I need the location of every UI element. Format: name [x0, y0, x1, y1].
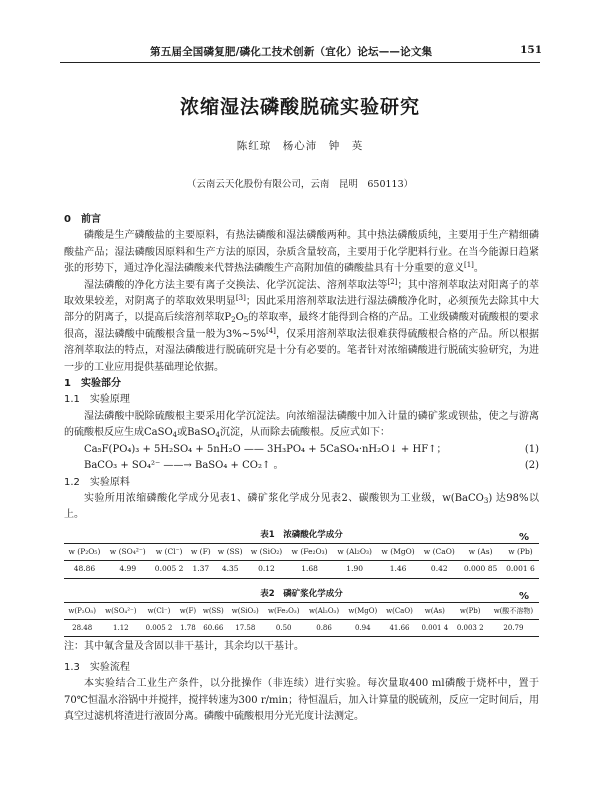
equation-number-1: (1): [524, 443, 539, 455]
table-cell: 1.46: [389, 564, 407, 574]
citation-3: [3]: [235, 294, 246, 303]
table1-col-header: w (As): [468, 546, 493, 556]
subsection-heading-1-3: 1.3 实验流程: [64, 661, 130, 673]
table-cell: 1.90: [346, 564, 363, 574]
table-cell: 17.58: [235, 623, 256, 632]
table-cell: 28.48: [72, 623, 93, 632]
table2-col-header: w(Fe₂O₃): [268, 606, 300, 615]
equation-2: BaCO₃ + SO₄²⁻ ——→ BaSO₄ + CO₂↑ 。 (2): [64, 458, 539, 474]
table1-col-header: w (SS): [217, 546, 243, 556]
table1-unit: %: [518, 531, 529, 543]
running-title: 第五届全国磷复肥/磷化工技术创新（宜化）论坛——论文集: [150, 46, 433, 58]
section-heading-0: 0 前言: [64, 214, 101, 225]
equation-number-2: (2): [524, 460, 539, 472]
table-cell: 0.005 2: [154, 564, 184, 574]
paper-affiliation: （云南云天化股份有限公司，云南 昆明 650113）: [186, 179, 414, 190]
paper-authors: 陈红琼 杨心沛 钟 英: [236, 140, 364, 152]
table1-col-header: w (SiO₂): [250, 546, 283, 556]
table1-col-header: w (Al₂O₃): [337, 546, 372, 556]
table-cell: 0.94: [355, 623, 371, 632]
table2-col-header: w(MgO): [348, 606, 378, 615]
table-cell: 0.000 85: [463, 564, 498, 574]
table2-caption: 表2 磷矿浆化学成分 %: [260, 588, 529, 602]
section-heading-1: 1 实验部分: [64, 378, 121, 390]
paper-title: 浓缩湿法磷酸脱硫实验研究: [179, 96, 420, 118]
table-row: [64, 619, 539, 636]
table2-note: 注：其中氟含量及含固以非干基计，其余均以干基计。: [64, 641, 304, 653]
table-cell: 41.66: [389, 623, 410, 632]
table2-col-header: w(Cl⁻): [147, 606, 171, 615]
table2-col-header: w(As): [424, 606, 445, 615]
table2-col-header: w(CaO): [386, 606, 413, 615]
table-cell: 0.001 6: [506, 564, 535, 574]
paragraph-principle: 湿法磷酸中脱除硫酸根主要采用化学沉淀法。向浓缩湿法磷酸中加入计量的磷矿浆或钡盐，使之与游离的硫酸根反应生成CaSO$_4$或BaSO$_4$沉淀，从而除去硫酸根。反应式如下：: [64, 410, 539, 440]
paragraph-intro-1: 磷酸是生产磷酸盐的主要原料，有热法磷酸和湿法磷酸两种。其中热法磷酸质纯，主要用于生产精细磷酸盐产品；湿法磷酸因原料和生产方法的原因，杂质含量较高，主要用于化学肥料行业。在当今能源日趋紧张的形势下，通过净化湿法磷酸来代替热法磷酸生产高附加值的磷酸盐具有十分重要的意义[1]。: [64, 230, 539, 275]
table2-col-header: w(Pb): [459, 606, 481, 615]
table-cell: 60.66: [203, 623, 224, 632]
table1: [64, 543, 539, 579]
table-cell: 20.79: [503, 623, 524, 632]
table2-col-header: w(酸不溶物): [493, 606, 534, 615]
citation-2: [2]: [387, 277, 398, 286]
table-cell: 0.12: [258, 564, 275, 574]
table2-col-header: w(SiO₂): [231, 606, 259, 615]
equation-1: Ca₅F(PO₄)₃ + 5H₂SO₄ + 5nH₂O —— 3H₃PO₄ + 5CaSO₄·nH₂O↓ + HF↑； (1): [64, 442, 539, 458]
table-cell: 0.86: [316, 623, 332, 632]
table-cell: 1.12: [113, 623, 129, 632]
table2-col-header: w(P₂O₅): [68, 606, 96, 615]
table1-col-header: w (Pb): [508, 546, 533, 556]
table-cell: 4.35: [221, 564, 239, 574]
table1-col-header: w (F): [190, 546, 211, 556]
table2-col-header: w(SS): [202, 606, 224, 615]
table-cell: 1.37: [192, 564, 210, 574]
table-cell: 0.005 2: [145, 623, 173, 632]
page-number: 151: [520, 44, 542, 56]
table-cell: 0.50: [275, 623, 292, 632]
table1-col-header: w (SO₄²⁻): [109, 546, 146, 556]
table-cell: 0.003 2: [456, 623, 484, 632]
paragraph-materials: 实验所用浓缩磷酸化学成分见表1、磷矿浆化学成分见表2、碳酸钡为工业级，w(BaCO$_3$) 达98%以上。: [64, 492, 539, 521]
citation-1: [1]: [464, 261, 474, 270]
table1-col-header: w (MgO): [381, 546, 415, 556]
table-cell: 0.42: [430, 564, 448, 574]
table-cell: 48.86: [73, 564, 96, 574]
table2-unit: %: [518, 590, 529, 602]
table-cell: 0.001 4: [421, 623, 449, 632]
table-row: [64, 561, 539, 578]
table1-header-row: [64, 543, 539, 560]
table2-col-header: w(F): [179, 606, 197, 615]
table1-caption: 表1 浓磷酸化学成分 %: [260, 529, 529, 543]
table-cell: 1.78: [180, 623, 196, 632]
table-cell: 4.99: [119, 564, 137, 574]
table1-col-header: w (Fe₂O₃): [291, 546, 328, 556]
citation-4: [4]: [266, 326, 276, 335]
table2: [64, 602, 539, 638]
table1-col-header: w (Cl⁻): [155, 546, 183, 556]
table2-col-header: w(Al₂O₃): [309, 606, 340, 615]
table1-col-header: w (CaO): [423, 546, 455, 556]
subsection-heading-1-1: 1.1 实验原理: [64, 394, 130, 406]
table2-col-header: w(SO₄²⁻): [105, 606, 137, 615]
header-rule: [60, 62, 540, 63]
table1-col-header: w (P₂O₅): [68, 546, 101, 556]
running-header: [60, 44, 540, 60]
paragraph-procedure: 本实验结合工业生产条件，以分批操作（非连续）进行实验。每次量取400 ml磷酸于烧杯中，置于70℃恒温水浴锅中并搅拌，搅拌转速为300 r/min；待恒温后，加入计算量的脱硫剂，反应一定时间后，用真空过滤机将渣进行液固分离。磷酸中硫酸根用分光光度计法测定。: [64, 678, 539, 722]
table2-header-row: [64, 602, 539, 619]
paragraph-intro-2: 湿法磷酸的净化方法主要有离子交换法、化学沉淀法、溶剂萃取法等[2]；其中溶剂萃取法对阳离子的萃取效果较差，对阴离子的萃取效果明显[3]；因此采用溶剂萃取法进行湿法磷酸净化时，必须预先去除其中大部分的阴离子，以提高后续溶剂萃取$P_2O_5$的萃取率，最终才能得到合格的产品。工业级磷酸对硫酸根的要求很高，湿法磷酸中硫酸根含量一般为3%~5%[4]，仅采用溶剂萃取法很难获得硫酸根合格的产品。所以根据溶剂萃取法的特点，对湿法磷酸进行脱硫研究是十分有必要的。笔者针对浓缩磷酸进行脱硫实验研究，为进一步的工业应用提供基础理论依据。: [64, 277, 540, 373]
subsection-heading-1-2: 1.2 实验原料: [64, 476, 130, 488]
paper-body: [64, 212, 539, 725]
table-cell: 1.68: [301, 564, 318, 574]
